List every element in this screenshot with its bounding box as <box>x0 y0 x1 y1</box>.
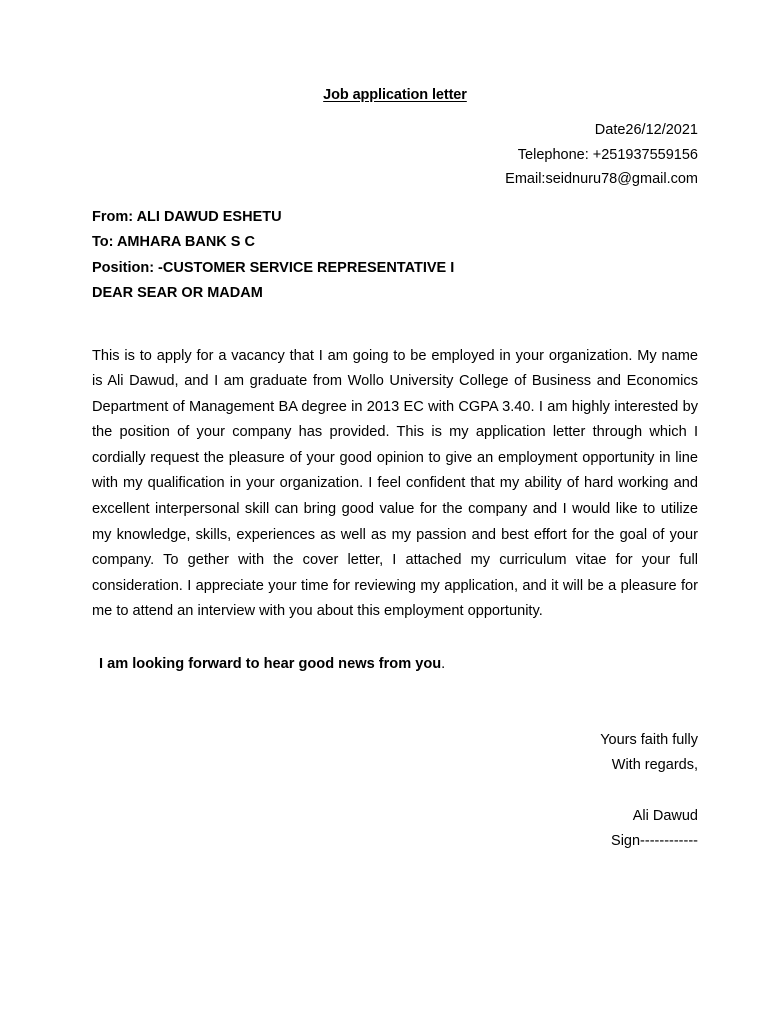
closing-statement-period: . <box>441 656 446 673</box>
position-line: Position: -CUSTOMER SERVICE REPRESENTATIVE I <box>92 259 455 276</box>
signature-block <box>92 728 698 854</box>
regards-line: With regards, <box>611 757 698 774</box>
letter-body-paragraph: This is to apply for a vacancy that I am going to be employed in your organization. My name is Ali Dawud, and I am graduate from Wollo University College of Business and Economics Department of Management BA degree in 2013 EC with CGPA 3.40. I am highly interested by the position of your company has provided. This is my application letter through which I cordially request the pleasure of your good opinion to give an employment opportunity in line with my qualification in your organization. I feel confident that my ability of hard working and excellent interpersonal skill can bring good value for the company and I would like to utilize my knowledge, skills, experiences as well as my passion and best effort for the goal of your company. To gether with the cover letter, I attached my curriculum vitae for your full consideration. I appreciate your time for reviewing my application, and it will be a pleasure for me to attend an interview with you about this employment opportunity. <box>92 347 698 620</box>
salutation-line: DEAR SEAR OR MADAM <box>92 285 263 301</box>
signature-placeholder-line: Sign------------ <box>611 833 698 850</box>
letter-content <box>92 0 698 854</box>
sender-email: Email:seidnuru78@gmail.com <box>505 171 698 187</box>
signer-name: Ali Dawud <box>632 808 698 825</box>
addressee-block <box>92 205 698 307</box>
to-line: To: AMHARA BANK S C <box>92 234 255 250</box>
sender-contact-block <box>92 118 698 192</box>
page-title: Job application letter <box>323 87 467 103</box>
letter-date: Date26/12/2021 <box>594 122 698 138</box>
sender-telephone: Telephone: +251937559156 <box>517 146 698 163</box>
from-line: From: ALI DAWUD ESHETU <box>92 208 282 225</box>
closing-statement <box>99 652 698 676</box>
closing-statement-text: I am looking forward to hear good news from you <box>99 656 442 673</box>
valediction-line: Yours faith fully <box>600 732 698 749</box>
